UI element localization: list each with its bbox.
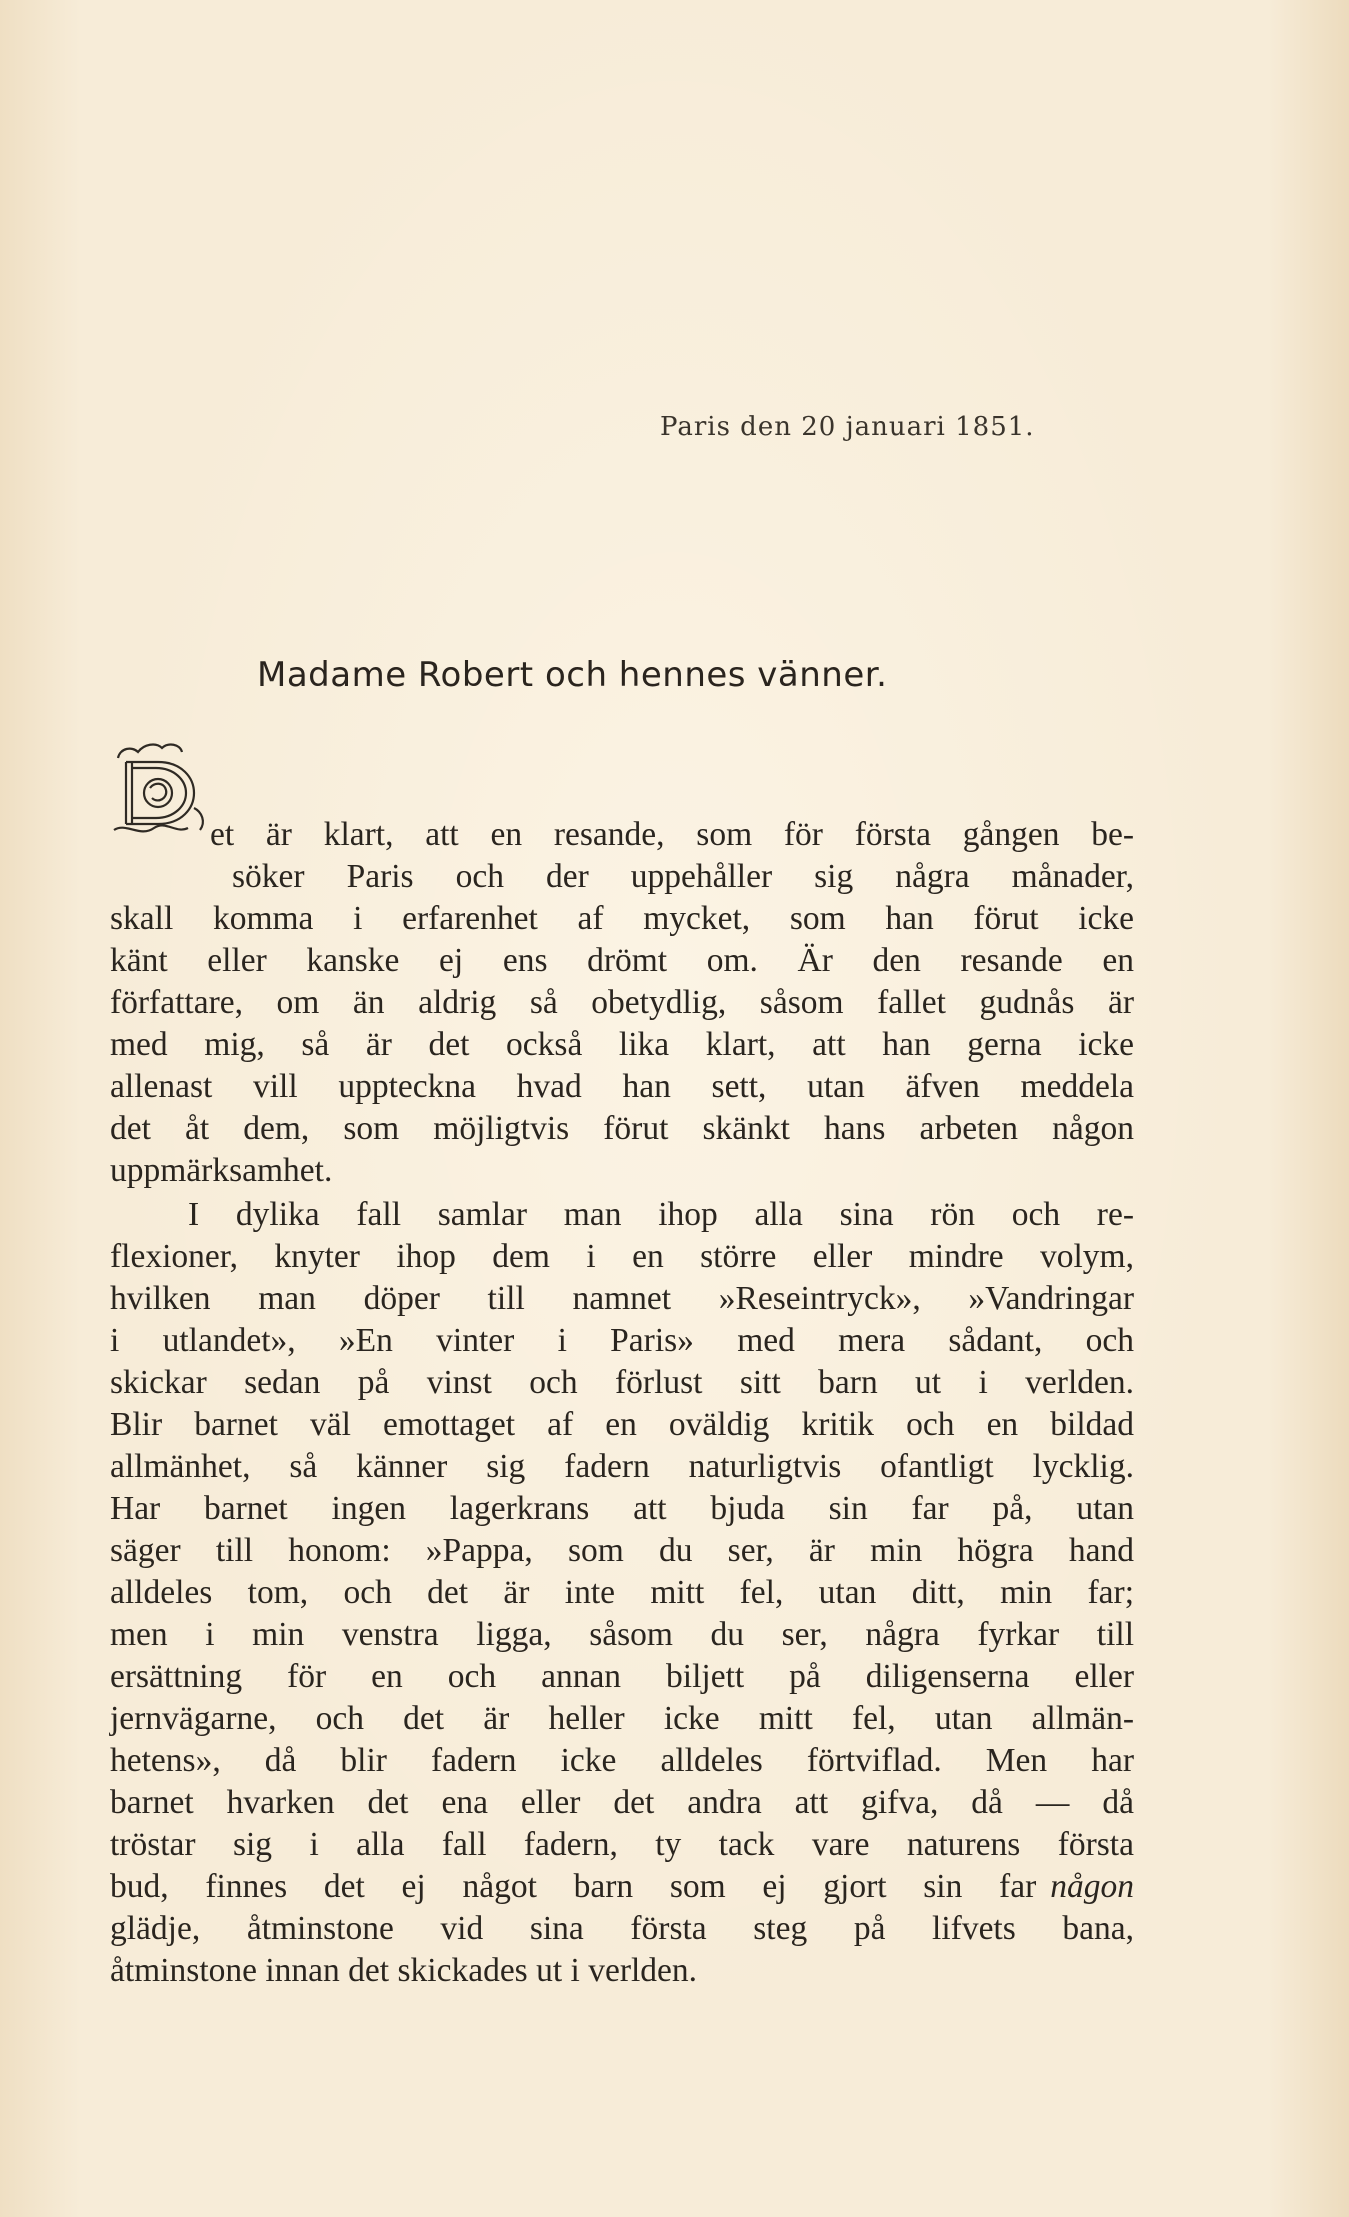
- text-line: hvilken man döper till namnet »Reseintryck», »Vandringar: [110, 1280, 1134, 1317]
- text-line: hetens», då blir fadern icke alldeles förtviflad. Men har: [110, 1742, 1134, 1779]
- text-line: med mig, så är det också lika klart, att han gerna icke: [110, 1026, 1134, 1063]
- text-line: författare, om än aldrig så obetydlig, såsom fallet gudnås är: [110, 984, 1134, 1021]
- text-line: allmänhet, så känner sig fadern naturligtvis ofantligt lycklig.: [110, 1448, 1134, 1485]
- text-line: barnet hvarken det ena eller det andra att gifva, då — då: [110, 1784, 1134, 1821]
- text-line: alldeles tom, och det är inte mitt fel, utan ditt, min far;: [110, 1574, 1134, 1611]
- chapter-title: Madame Robert och hennes vänner.: [257, 655, 888, 695]
- text-line: Blir barnet väl emottaget af en oväldig kritik och en bildad: [110, 1406, 1134, 1443]
- text-line: tröstar sig i alla fall fadern, ty tack vare naturens första: [110, 1826, 1134, 1863]
- text-line: I dylika fall samlar man ihop alla sina rön och re-: [188, 1196, 1134, 1233]
- text-line: bud, finnes det ej något barn som ej gjort sin far: [110, 1868, 1037, 1905]
- text-line: ersättning för en och annan biljett på diligenserna eller: [110, 1658, 1134, 1695]
- text-line: men i min venstra ligga, såsom du ser, några fyrkar till: [110, 1616, 1134, 1653]
- text-line: jernvägarne, och det är heller icke mitt fel, utan allmän-: [110, 1700, 1134, 1737]
- text-line: känt eller kanske ej ens drömt om. Är den resande en: [110, 942, 1134, 979]
- text-line: i utlandet», »En vinter i Paris» med mera sådant, och: [110, 1322, 1134, 1359]
- text-line: Har barnet ingen lagerkrans att bjuda sin far på, utan: [110, 1490, 1134, 1527]
- text-line: säger till honom: »Pappa, som du ser, är min högra hand: [110, 1532, 1134, 1569]
- decorated-initial-d-icon: [110, 738, 220, 848]
- text-line: skall komma i erfarenhet af mycket, som han förut icke: [110, 900, 1134, 937]
- dateline: Paris den 20 januari 1851.: [660, 412, 1035, 442]
- text-line: glädje, åtminstone vid sina första steg på lifvets bana,: [110, 1910, 1134, 1947]
- text-line-with-italic: [110, 1867, 1134, 1909]
- text-line: skickar sedan på vinst och förlust sitt barn ut i verlden.: [110, 1364, 1134, 1401]
- text-line: flexioner, knyter ihop dem i en större eller mindre volym,: [110, 1238, 1134, 1275]
- text-line: det åt dem, som möjligtvis förut skänkt hans arbeten någon: [110, 1110, 1134, 1147]
- text-line: et är klart, att en resande, som för första gången be-: [210, 816, 1134, 853]
- text-line: åtminstone innan det skickades ut i verlden.: [110, 1952, 698, 1989]
- text-line: allenast vill uppteckna hvad han sett, utan äfven meddela: [110, 1068, 1134, 1105]
- text-line: söker Paris och der uppehåller sig några månader,: [232, 858, 1134, 895]
- text-line: uppmärksamhet.: [110, 1152, 333, 1189]
- italic-word: någon: [1050, 1868, 1134, 1905]
